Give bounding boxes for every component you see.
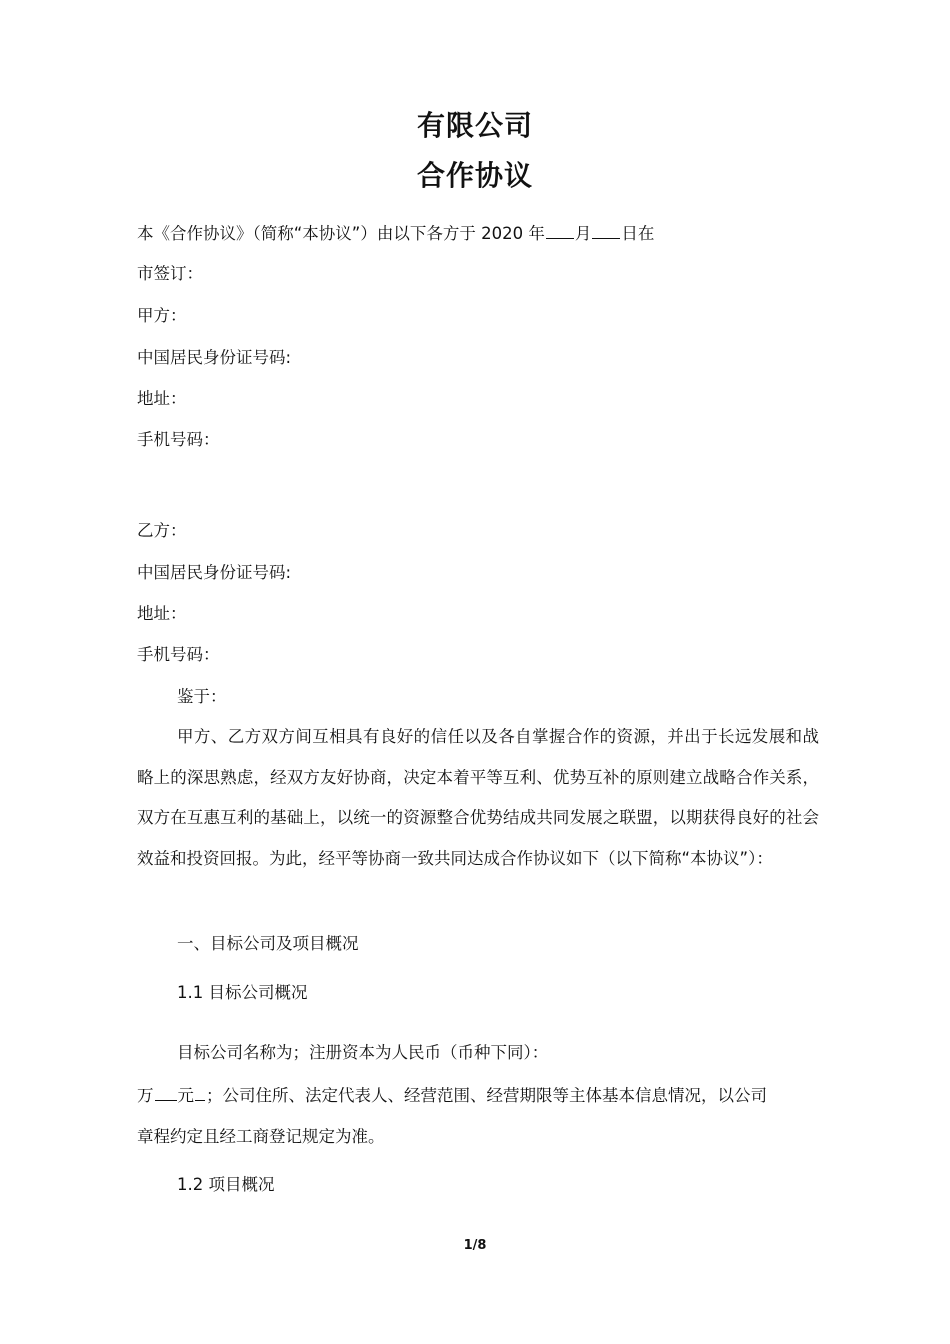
party-b-address-label: 地址： xyxy=(137,604,187,623)
body-paragraph: 甲方、乙方双方间互相具有良好的信任以及各自掌握合作的资源，并出于长远发展和战略上的深思熟虑，经双方友好协商，决定本着平等互利、优势互补的原则建立战略合作关系，双方在互惠互利的基础上，以统一的资源整合优势结成共同发展之联盟，以期获得良好的社会效益和投资回报。为此，经平等协商一致共同达成合作协议如下（以下简称“本协议”）： xyxy=(137,727,819,868)
company-text-a: 万 xyxy=(137,1086,154,1105)
party-b-id-label: 中国居民身份证号码: xyxy=(137,563,292,582)
party-a-address-label: 地址： xyxy=(137,389,187,408)
company-line3: 章程约定且经工商登记规定为准。 xyxy=(137,1127,385,1146)
intro-text-c: 日在 xyxy=(621,224,655,243)
party-a-id-label: 中国居民身份证号码: xyxy=(137,348,292,367)
company-text-b: 元 xyxy=(177,1086,194,1105)
company-text-c: ；公司住所、法定代表人、经营范围、经营期限等主体基本信息情况，以公司 xyxy=(206,1086,767,1105)
party-b-label: 乙方： xyxy=(137,521,187,540)
section-1-1-heading: 1.1 目标公司概况 xyxy=(177,983,308,1002)
document-title-line1: 有限公司 xyxy=(416,109,533,142)
whereas-label: 鉴于： xyxy=(177,687,227,706)
party-b-phone-label: 手机号码： xyxy=(137,645,220,664)
intro-text-a: 本《合作协议》（简称“本协议”）由以下各方于 2020 年 xyxy=(137,224,545,243)
document-title-line2: 合作协议 xyxy=(416,159,533,192)
currency-blank xyxy=(195,1084,205,1101)
capital-blank xyxy=(155,1084,177,1101)
party-a-phone-label: 手机号码： xyxy=(137,430,220,449)
intro-line1 xyxy=(137,222,654,245)
day-blank xyxy=(592,222,620,239)
section-1-heading: 一、目标公司及项目概况 xyxy=(177,934,359,953)
section-1-2-heading: 1.2 项目概况 xyxy=(177,1175,275,1194)
party-a-label: 甲方： xyxy=(137,306,187,325)
intro-text-b: 月 xyxy=(574,224,592,243)
company-line1: 目标公司名称为；注册资本为人民币（币种下同）： xyxy=(177,1043,549,1062)
month-blank xyxy=(546,222,574,239)
page-number: 1/8 xyxy=(463,1238,487,1253)
company-line2 xyxy=(137,1084,767,1107)
intro-line2: 市签订： xyxy=(137,264,203,283)
